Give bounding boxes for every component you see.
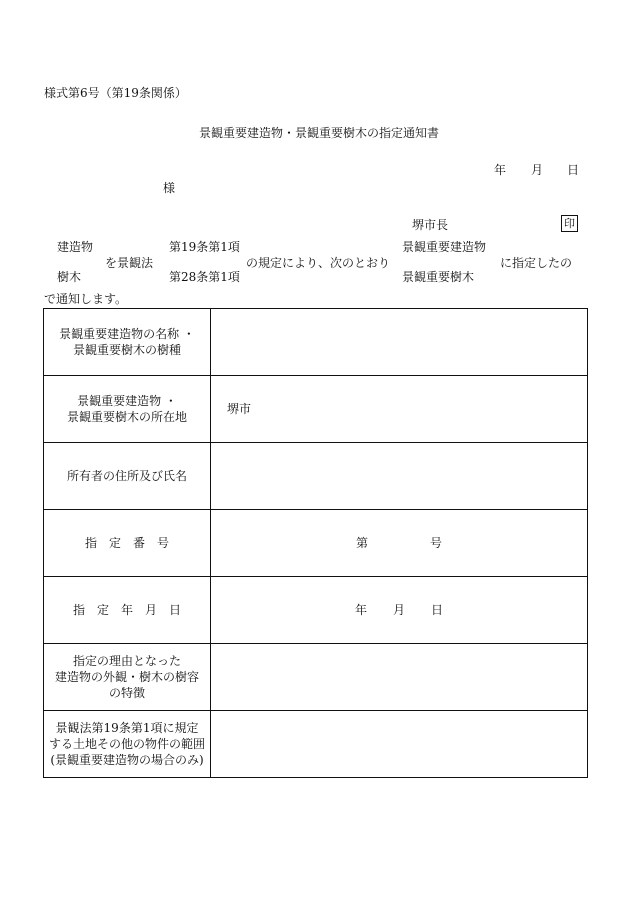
label-designation-number <box>44 510 211 577</box>
label-line: 指 定 年 月 日 <box>72 603 181 617</box>
number-suffix: 号 <box>430 536 443 550</box>
label-line: 景観法第19条第1項に規定 <box>55 721 199 735</box>
date-day: 日 <box>567 163 580 177</box>
value-owner[interactable] <box>211 443 588 510</box>
label-line: 所有者の住所及び氏名 <box>66 469 187 483</box>
designated-text: に指定したの <box>500 256 573 270</box>
form-number: 様式第6号（第19条関係） <box>44 86 187 100</box>
label-line: 指定の理由となった <box>72 654 181 668</box>
table-row <box>44 577 588 644</box>
law-prefix: を景観法 <box>105 256 154 270</box>
object-building: 建造物 <box>57 240 94 254</box>
label-line: 景観重要建造物 ・ <box>77 394 177 408</box>
issuer: 堺市長 <box>412 218 449 232</box>
document-title: 景観重要建造物・景観重要樹木の指定通知書 <box>199 126 440 140</box>
category-tree: 景観重要樹木 <box>402 270 475 284</box>
number-prefix: 第 <box>355 536 368 550</box>
label-line: (景観重要建造物の場合のみ) <box>50 753 204 767</box>
value-designation-number[interactable] <box>211 510 588 577</box>
addressee-suffix: 様 <box>163 181 176 195</box>
label-line: 景観重要樹木の所在地 <box>66 410 187 424</box>
notice-continuation: で通知します。 <box>44 292 128 306</box>
label-line: する土地その他の物件の範囲 <box>48 737 205 751</box>
label-designation-reason <box>44 644 211 711</box>
date-day-unit: 日 <box>431 603 444 617</box>
value-name-species[interactable] <box>211 309 588 376</box>
table-row <box>44 443 588 510</box>
provision-text: の規定により、次のとおり <box>246 256 391 270</box>
value-designation-date[interactable] <box>211 577 588 644</box>
seal-mark: 印 <box>561 215 578 232</box>
label-line: 景観重要建造物の名称 ・ <box>59 327 195 341</box>
label-line: の特徴 <box>108 686 145 700</box>
value-location[interactable]: 堺市 <box>211 376 588 443</box>
value-property-scope[interactable] <box>211 711 588 778</box>
table-row <box>44 644 588 711</box>
article-building: 第19条第1項 <box>169 240 240 254</box>
date-year-unit: 年 <box>354 603 367 617</box>
table-row <box>44 309 588 376</box>
date-month: 月 <box>531 163 544 177</box>
label-line: 建造物の外観・樹木の樹容 <box>54 670 199 684</box>
label-name-species <box>44 309 211 376</box>
date-year: 年 <box>494 163 507 177</box>
label-line: 景観重要樹木の樹種 <box>72 343 181 357</box>
label-property-scope <box>44 711 211 778</box>
category-building: 景観重要建造物 <box>402 240 487 254</box>
object-tree: 樹木 <box>57 270 82 284</box>
table-row <box>44 510 588 577</box>
value-designation-reason[interactable] <box>211 644 588 711</box>
designation-table <box>43 308 588 778</box>
article-tree: 第28条第1項 <box>169 270 240 284</box>
label-designation-date <box>44 577 211 644</box>
label-owner <box>44 443 211 510</box>
label-line: 指 定 番 号 <box>84 536 169 550</box>
label-location <box>44 376 211 443</box>
table-row <box>44 711 588 778</box>
date-month-unit: 月 <box>392 603 405 617</box>
table-row <box>44 376 588 443</box>
